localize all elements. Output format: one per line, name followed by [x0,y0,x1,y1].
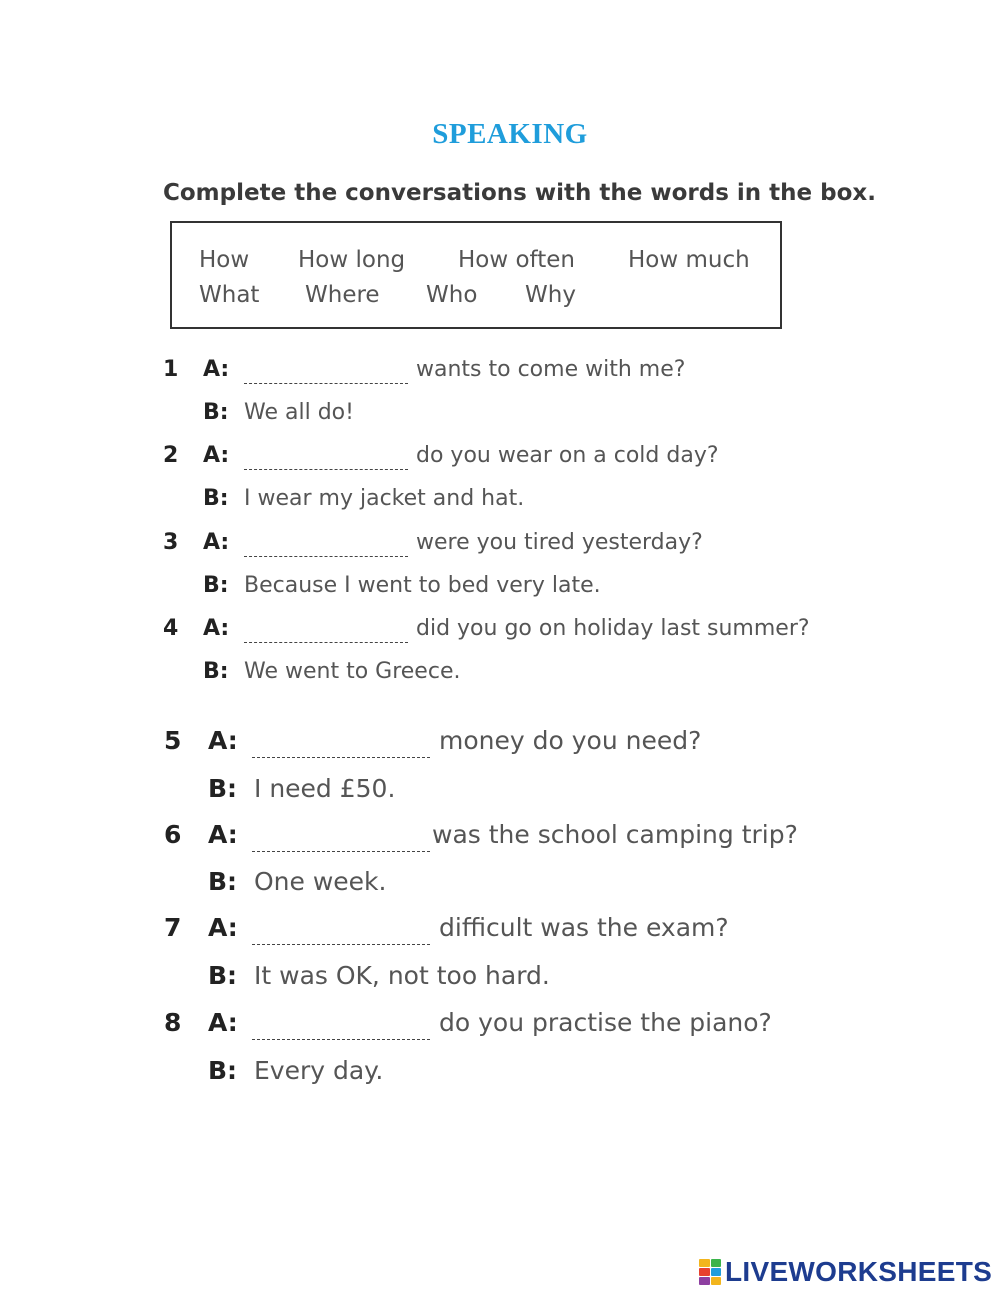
logo-text: LIVEWORKSHEETS [725,1256,993,1287]
question-4-b [0,659,1000,699]
speaker-b-label: B: [208,774,238,803]
question-8-b [0,1056,1000,1096]
logo-block [699,1277,710,1285]
speaker-a-label: A: [208,1008,238,1037]
question-number: 8 [164,1008,182,1037]
speaker-b-label: B: [208,867,238,896]
question-4-a [0,616,1000,656]
question-6-a [0,820,1000,860]
question-7-a [0,913,1000,953]
question-2-b [0,486,1000,526]
question-text: difficult was the exam? [439,913,729,942]
answer-blank-6[interactable] [252,850,430,852]
speaker-b-label: B: [208,961,238,990]
word-where: Where [305,282,380,308]
question-number: 5 [164,726,182,755]
page-title: SPEAKING [432,118,588,150]
question-5-b [0,774,1000,814]
question-1-b [0,400,1000,440]
word-what: What [199,282,260,308]
question-text: did you go on holiday last summer? [416,616,810,641]
answer-blank-7[interactable] [252,943,430,945]
logo-block [711,1277,722,1285]
answer-text: We went to Greece. [244,659,461,684]
answer-blank-3[interactable] [244,555,408,557]
speaker-a-label: A: [203,616,230,641]
question-text: wants to come with me? [416,357,686,382]
logo-block [699,1259,710,1267]
answer-text: We all do! [244,400,354,425]
answer-blank-4[interactable] [244,641,408,643]
question-text: do you practise the piano? [439,1008,772,1037]
question-number: 3 [163,530,179,555]
answer-text: I need £50. [254,774,396,803]
logo-block [711,1259,722,1267]
question-text: were you tired yesterday? [416,530,703,555]
speaker-a-label: A: [208,913,238,942]
logo-block [699,1268,710,1276]
question-1-a [0,357,1000,397]
speaker-b-label: B: [203,573,229,598]
question-text: money do you need? [439,726,702,755]
liveworksheets-logo [699,1256,992,1288]
word-why: Why [525,282,576,308]
question-3-a [0,530,1000,570]
question-6-b [0,867,1000,907]
answer-blank-5[interactable] [252,756,430,758]
question-number: 6 [164,820,182,849]
question-8-a [0,1008,1000,1048]
speaker-b-label: B: [208,1056,238,1085]
speaker-b-label: B: [203,400,229,425]
answer-blank-1[interactable] [244,382,408,384]
speaker-a-label: A: [208,726,238,755]
question-7-b [0,961,1000,1001]
question-2-a [0,443,1000,483]
logo-blocks-icon [699,1259,721,1285]
question-text: do you wear on a cold day? [416,443,719,468]
answer-blank-8[interactable] [252,1038,430,1040]
logo-block [711,1268,722,1276]
answer-text: It was OK, not too hard. [254,961,550,990]
word-how-much: How much [628,247,750,273]
answer-blank-2[interactable] [244,468,408,470]
speaker-a-label: A: [203,530,230,555]
speaker-a-label: A: [203,357,230,382]
word-how-long: How long [298,247,406,273]
word-who: Who [426,282,478,308]
question-number: 4 [163,616,179,641]
question-number: 7 [164,913,182,942]
word-box [170,221,782,329]
word-how-often: How often [458,247,575,273]
question-number: 1 [163,357,179,382]
question-3-b [0,573,1000,613]
answer-text: Because I went to bed very late. [244,573,601,598]
answer-text: One week. [254,867,387,896]
word-how: How [199,247,250,273]
speaker-b-label: B: [203,486,229,511]
question-5-a [0,726,1000,766]
answer-text: Every day. [254,1056,384,1085]
question-text: was the school camping trip? [432,820,798,849]
question-number: 2 [163,443,179,468]
speaker-a-label: A: [203,443,230,468]
speaker-a-label: A: [208,820,238,849]
speaker-b-label: B: [203,659,229,684]
answer-text: I wear my jacket and hat. [244,486,525,511]
instruction-text: Complete the conversations with the words in the box. [163,180,876,206]
